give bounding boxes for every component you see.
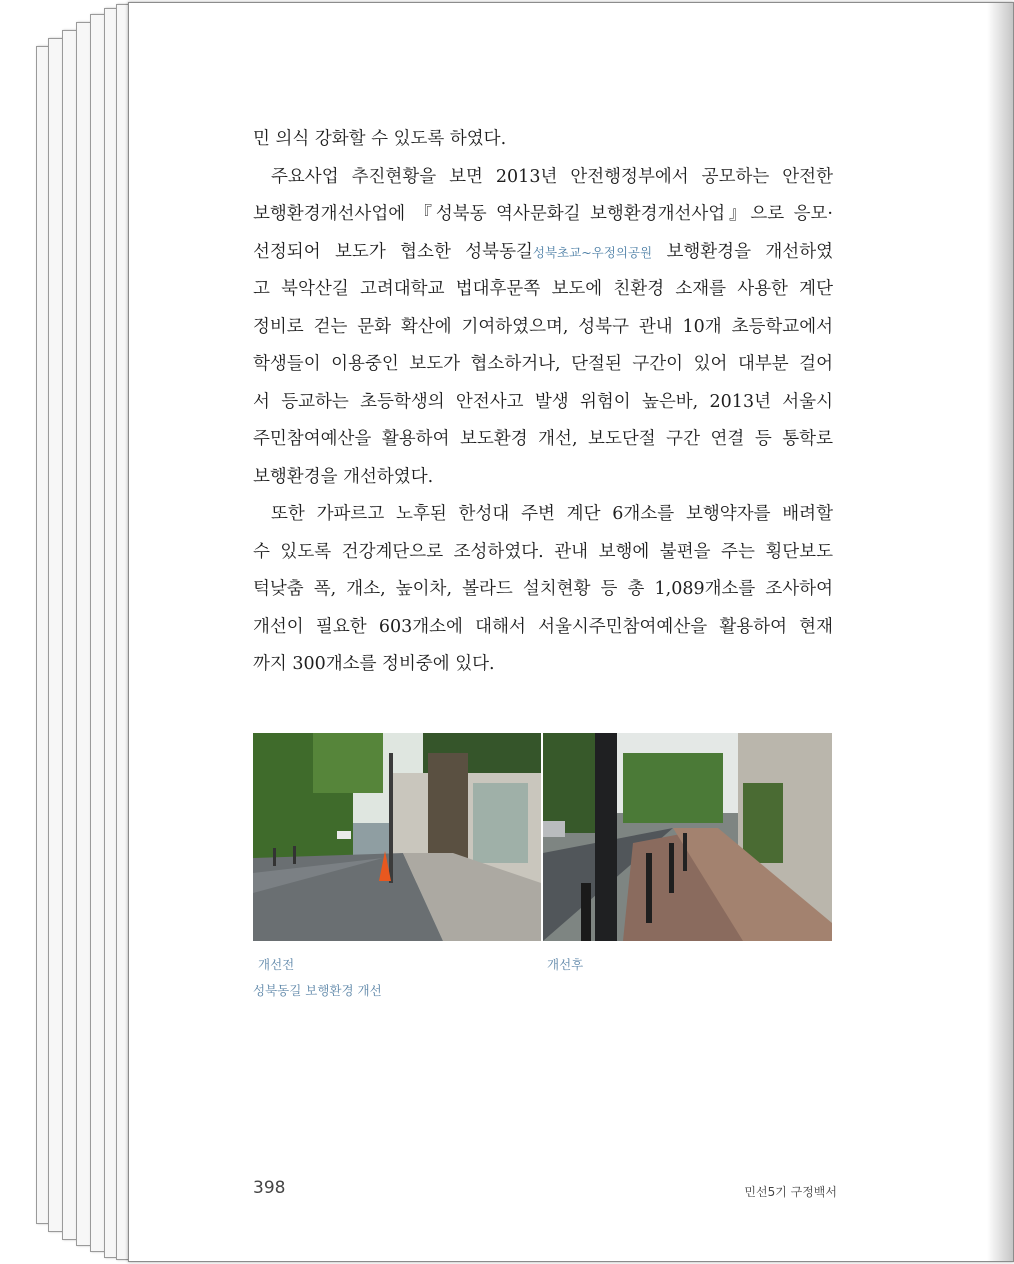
before-photo bbox=[253, 733, 541, 941]
photo-caption: 성북동길 보행환경 개선 bbox=[253, 983, 382, 998]
body-text bbox=[253, 121, 833, 684]
body-line: 수 있도록 건강계단으로 조성하였다. 관내 보행에 불편을 주는 횡단보도 bbox=[253, 541, 833, 562]
body-line: 까지 300개소를 정비중에 있다. bbox=[253, 654, 495, 674]
photo-pair bbox=[253, 733, 832, 941]
page-stack-edge bbox=[0, 0, 140, 1264]
after-label: 개선후 bbox=[547, 957, 584, 972]
body-line: 선정되어 보도가 협소한 성북동길성북초교~우정의공원 보행환경을 개선하였 bbox=[253, 241, 833, 262]
page-number: 398 bbox=[253, 1178, 286, 1198]
body-line: 주민참여예산을 활용하여 보도환경 개선, 보도단절 구간 연결 등 통학로 bbox=[253, 429, 833, 449]
body-line: 주요사업 추진현황을 보면 2013년 안전행정부에서 공모하는 안전한 bbox=[271, 166, 833, 187]
body-line: 또한 가파르고 노후된 한성대 주변 계단 6개소를 보행약자를 배려할 bbox=[271, 504, 833, 524]
body-line: 정비로 걷는 문화 확산에 기여하였으며, 성북구 관내 10개 초등학교에서 bbox=[253, 316, 833, 337]
inline-location-note: 성북초교~우정의공원 bbox=[532, 244, 653, 260]
body-line: 민 의식 강화할 수 있도록 하였다. bbox=[253, 129, 507, 149]
body-line: 턱낮춤 폭, 개소, 높이차, 볼라드 설치현황 등 총 1,089개소를 조사하여 bbox=[253, 579, 833, 599]
before-label: 개선전 bbox=[258, 957, 295, 972]
body-line: 서 등교하는 초등학생의 안전사고 발생 위험이 높은바, 2013년 서울시 bbox=[253, 391, 833, 412]
body-line: 개선이 필요한 603개소에 대해서 서울시주민참여예산을 활용하여 현재 bbox=[253, 616, 833, 637]
document-page bbox=[128, 2, 1014, 1262]
book-title: 민선5기 구정백서 bbox=[744, 1185, 837, 1199]
body-line: 보행환경을 개선하였다. bbox=[253, 466, 434, 487]
body-line: 고 북악산길 고려대학교 법대후문쪽 보도에 친환경 소재를 사용한 계단 bbox=[253, 279, 833, 299]
body-line: 보행환경개선사업에 『성북동 역사문화길 보행환경개선사업』으로 응모· bbox=[253, 204, 833, 224]
body-line: 학생들이 이용중인 보도가 협소하거나, 단절된 구간이 있어 대부분 걸어 bbox=[253, 354, 833, 374]
after-photo bbox=[543, 733, 832, 941]
